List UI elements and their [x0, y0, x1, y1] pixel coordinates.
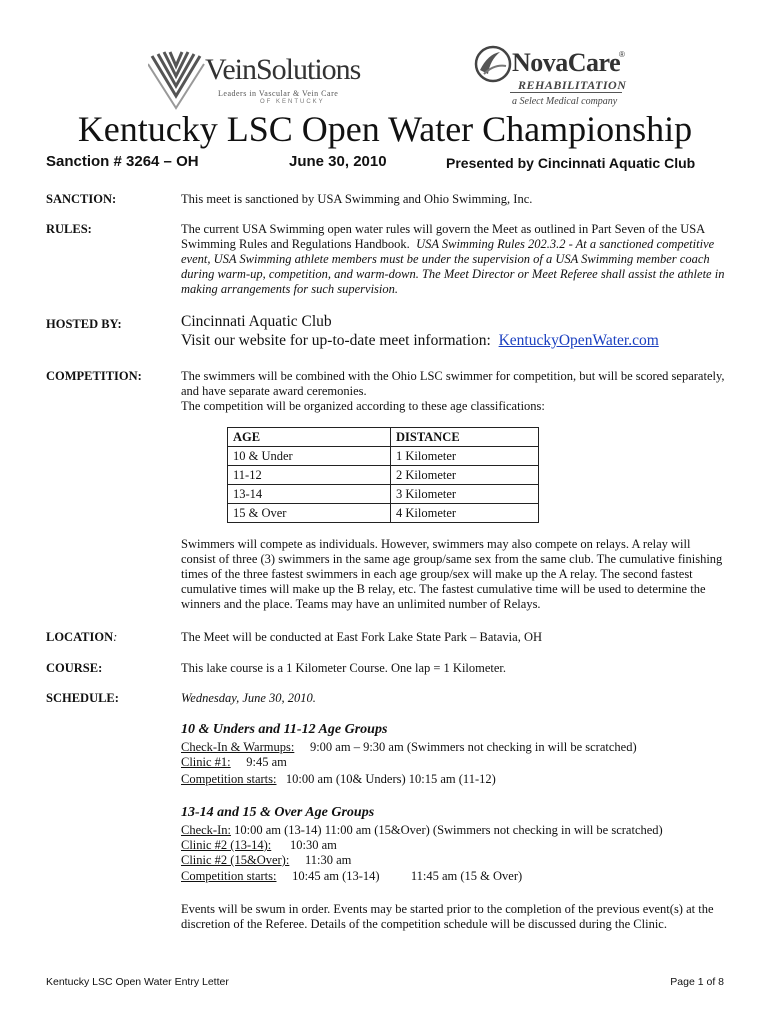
location-label: LOCATION	[46, 630, 114, 644]
document-title: Kentucky LSC Open Water Championship	[77, 109, 693, 149]
events-paragraph: Events will be swum in order. Events may be started prior to the completion of the previous event(s) at the discretion of the Referee. Details of the competition schedule will be discussed during the Clinic.	[181, 902, 714, 931]
hosted-by-visit	[181, 331, 726, 351]
veinsolutions-tagline: Leaders in Vascular & Vein Care	[218, 89, 339, 98]
rules-italic-text: USA Swimming Rules 202.3.2 - At a sanctioned competitive event, USA Swimming athlete members must be under the supervision of a USA Swimming member coach during warm-up, competition, and warm-down. The Meet Director or Meet Referee shall assist the athlete in making arrangements for such supervision.	[181, 237, 725, 296]
rules-label: RULES:	[46, 222, 92, 236]
table-header-row	[228, 428, 539, 447]
novacare-select-medical: a Select Medical company	[512, 96, 618, 107]
course-label: COURSE:	[46, 661, 103, 675]
table-row	[228, 485, 539, 504]
rules-paragraph	[181, 222, 726, 297]
hosted-visit-text: Visit our website for up-to-date meet information:	[181, 332, 491, 349]
novacare-logo-mark	[474, 44, 512, 84]
veinsolutions-tagline-2: OF KENTUCKY	[260, 99, 325, 105]
competition-text-2: The competition will be organized according to these age classifications:	[181, 399, 545, 413]
g2-checkin-label: Check-In:	[181, 823, 231, 837]
page-number: Page 1 of 8	[670, 976, 724, 988]
veinsolutions-wordmark: VeinSolutions	[205, 53, 361, 86]
group2-checkin	[181, 823, 726, 838]
table-cell-age: 13-14	[228, 485, 391, 504]
location-colon: :	[113, 630, 118, 644]
table-row	[228, 504, 539, 523]
novacare-divider	[510, 92, 622, 93]
relay-paragraph: Swimmers will compete as individuals. However, swimmers may also compete on relays. A relay will consist of three (3) swimmers in the same age group/same sex from the same club. The cumulative finishing times of the three fastest swimmers in each age group/sex will make up the A relay. The second fastest cumulative times will make up the B relay, etc. The fastest cumulative time will be used to determine the winners and the place. Teams may have an unlimited number of Relays.	[181, 537, 723, 611]
group2-clinic-15-over	[181, 853, 726, 868]
g2-clinic2a-value: 10:30 am	[290, 838, 337, 852]
rules-text: The current USA Swimming open water rules will govern the Meet as outlined in Part Seven of the USA Swimming Rules and Regulations Handbook.	[181, 222, 705, 251]
footer-title: Kentucky LSC Open Water Entry Letter	[46, 976, 229, 988]
location-text: The Meet will be conducted at East Fork Lake State Park – Batavia, OH	[181, 630, 543, 644]
group1-clinic	[181, 755, 726, 770]
table-header-age: AGE	[228, 428, 391, 447]
novacare-wordmark: NovaCare	[512, 48, 621, 77]
novacare-registered-mark: ®	[619, 50, 625, 59]
g1-clinic-label: Clinic #1:	[181, 755, 231, 769]
group1-checkin	[181, 740, 726, 755]
table-cell-age: 10 & Under	[228, 447, 391, 466]
table-cell-distance: 3 Kilometer	[391, 485, 539, 504]
g1-clinic-value: 9:45 am	[246, 755, 287, 769]
g1-comp-value: 10:00 am (10& Unders) 10:15 am (11-12)	[285, 772, 496, 786]
table-cell-distance: 1 Kilometer	[391, 447, 539, 466]
g2-comp-label: Competition starts:	[181, 869, 277, 883]
g1-comp-label: Competition starts:	[181, 772, 277, 786]
table-cell-age: 11-12	[228, 466, 391, 485]
hosted-by-label: HOSTED BY:	[46, 317, 122, 331]
g2-clinic2b-value: 11:30 am	[304, 853, 352, 867]
table-row	[228, 447, 539, 466]
sanction-number: Sanction # 3264 – OH	[46, 153, 199, 170]
novacare-rehabilitation: REHABILITATION	[518, 78, 627, 92]
group1-competition	[181, 772, 726, 787]
group2-competition	[181, 869, 726, 884]
g1-checkin-value: 9:00 am – 9:30 am (Swimmers not checking in will be scratched)	[309, 740, 637, 754]
g2-clinic2b-label: Clinic #2 (15&Over):	[181, 853, 290, 867]
g2-checkin-value: 10:00 am (13-14) 11:00 am (15&Over) (Swimmers not checking in will be scratched)	[234, 823, 663, 837]
table-header-distance: DISTANCE	[391, 428, 539, 447]
group1-title: 10 & Unders and 11-12 Age Groups	[181, 722, 388, 737]
g2-comp-value-1: 10:45 am (13-14)	[292, 869, 380, 883]
group2-title: 13-14 and 15 & Over Age Groups	[181, 805, 375, 820]
schedule-date: Wednesday, June 30, 2010.	[181, 691, 316, 705]
sanction-label: SANCTION:	[46, 192, 117, 206]
meet-date: June 30, 2010	[289, 153, 387, 170]
age-classification-table	[227, 427, 539, 523]
table-cell-age: 15 & Over	[228, 504, 391, 523]
competition-label: COMPETITION:	[46, 369, 142, 383]
presented-by: Presented by Cincinnati Aquatic Club	[446, 155, 696, 171]
hosted-by-club: Cincinnati Aquatic Club	[181, 313, 332, 330]
g2-comp-value-2: 11:45 am (15 & Over)	[410, 869, 523, 883]
g1-checkin-label: Check-In & Warmups:	[181, 740, 295, 754]
competition-text: The swimmers will be combined with the Ohio LSC swimmer for competition, but will be scored separately, and have separate award ceremonies.	[181, 369, 725, 398]
g2-clinic2a-label: Clinic #2 (13-14):	[181, 838, 272, 852]
course-text: This lake course is a 1 Kilometer Course. One lap = 1 Kilometer.	[181, 661, 507, 675]
website-link[interactable]: KentuckyOpenWater.com	[498, 332, 659, 349]
sanction-text: This meet is sanctioned by USA Swimming and Ohio Swimming, Inc.	[181, 192, 533, 206]
table-cell-distance: 4 Kilometer	[391, 504, 539, 523]
table-row	[228, 466, 539, 485]
schedule-label: SCHEDULE:	[46, 691, 119, 705]
location-label-wrap	[46, 630, 117, 645]
table-cell-distance: 2 Kilometer	[391, 466, 539, 485]
group2-clinic-13-14	[181, 838, 726, 853]
